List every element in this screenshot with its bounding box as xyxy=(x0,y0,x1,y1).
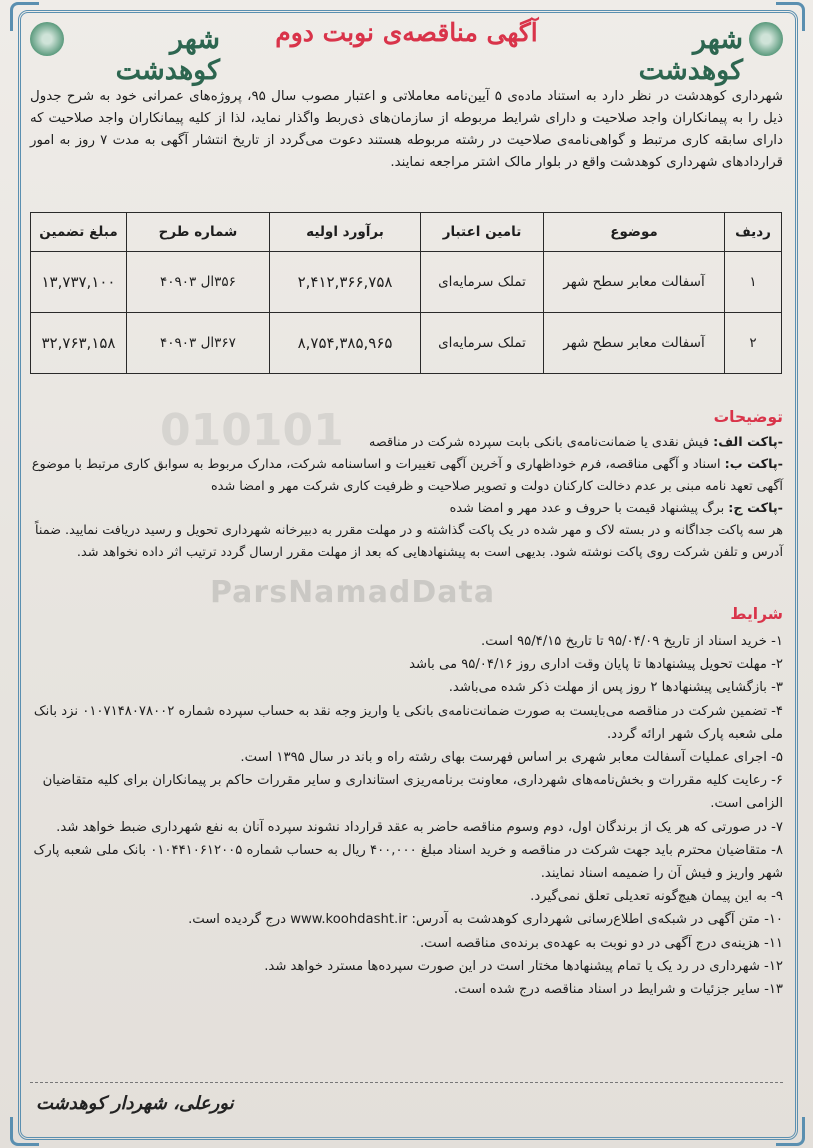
municipality-logo-secondary xyxy=(30,14,220,86)
frame-corner xyxy=(776,1117,805,1146)
condition-item: ۲- مهلت تحویل پیشنهادها تا پایان وقت اداری روز ۹۵/۰۴/۱۶ می باشد xyxy=(409,657,783,673)
table-row xyxy=(31,313,782,374)
packet-a-text: فیش نقدی یا ضمانت‌نامه‌ی بانکی بابت سپرده شرکت در مناقصه xyxy=(368,435,714,450)
cell-plan-number: ۳۵۶ال ۴۰۹۰۳ xyxy=(127,252,270,313)
cell-row-number: ۲ xyxy=(725,313,782,374)
packet-b-text: اسناد و آگهی مناقصه، فرم خوداظهاری و آخرین آگهی تغییرات و اساسنامه شرکت، مدارک مربوط به سوابق کاری مرتبط با موضوع آگهی تعهد نامه مبنی بر عدم دخالت کارکنان دولت و تصویر صلاحیت و ظرفیت کاری شرکت مهر و امضا شده xyxy=(31,457,783,494)
condition-item: ۵- اجرای عملیات آسفالت معابر شهری بر اساس فهرست بهای رشته راه و باند در سال ۱۳۹۵ است. xyxy=(240,750,783,766)
cell-subject: آسفالت معابر سطح شهر xyxy=(544,252,725,313)
cell-row-number: ۱ xyxy=(725,252,782,313)
footer-divider xyxy=(30,1082,783,1083)
notes-section xyxy=(30,432,783,564)
condition-item: ۱۱- هزینه‌ی درج آگهی در دو نوبت به عهده‌ی برنده‌ی مناقصه است. xyxy=(419,935,783,951)
condition-item: ۳- بازگشایی پیشنهادها ۲ روز پس از مهلت ذکر شده می‌باشد. xyxy=(448,680,783,696)
col-subject: موضوع xyxy=(544,213,725,252)
note-extra: هر سه پاکت جداگانه و در بسته لاک و مهر شده در یک پاکت گذاشته و در مهلت مقرر به دبیرخانه شهرداری تحویل و رسید دریافت نمایید. ضمناً آدرس و تلفن شرکت روی پاکت نوشته شود. بدیهی است به پیشنهادهایی که بعد از مهلت مقرر ارسال گردد ترتیب اثر داده نخواهد شد. xyxy=(34,523,783,560)
cell-guarantee: ۱۳,۷۳۷,۱۰۰ xyxy=(31,252,127,313)
condition-item: ۷- در صورتی که هر یک از برندگان اول، دوم وسوم مناقصه حاضر به عقد قرارداد نشوند سپرده آنان به نفع شهرداری ضبط خواهد شد. xyxy=(56,819,783,835)
condition-item: ۸- متقاضیان محترم باید جهت شرکت در مناقصه و خرید اسناد مبلغ ۴۰۰,۰۰۰ ریال به حساب شماره ۰۱۰۴۴۱۰۶۱۲۰۰۵ بانک ملی شعبه پارک شهر واریز و فیش آن را ضمیمه اسناد نمایند. xyxy=(33,842,783,882)
ad-header xyxy=(30,12,783,86)
packet-c-text: برگ پیشنهاد قیمت با حروف و عدد مهر و امضا شده xyxy=(449,501,729,516)
table-header-row xyxy=(31,213,782,252)
condition-item: ۱۳- سایر جزئیات و شرایط در اسناد مناقصه درج شده است. xyxy=(453,982,783,998)
frame-corner xyxy=(10,1117,39,1146)
packet-a-label: -پاکت الف: xyxy=(713,435,783,450)
condition-item: ۱۲- شهرداری در رد یک یا تمام پیشنهادها مختار است در این صورت سپرده‌ها مسترد خواهد شد. xyxy=(264,958,783,974)
note-packet-a xyxy=(30,432,783,454)
packet-c-label: -پاکت ج: xyxy=(728,501,783,516)
note-packet-b xyxy=(30,454,783,498)
condition-item: ۶- رعایت کلیه مقررات و بخش‌نامه‌های شهرداری، معاونت برنامه‌ریزی استانداری و سایر مقررات حاکم بر پیمانکاران برای کلیه متقاضیان الزامی است. xyxy=(42,773,783,812)
intro-paragraph: شهرداری کوهدشت در نظر دارد به استناد ماده‌ی ۵ آیین‌نامه معاملاتی و اعتبار مصوب سال ۹۵، پروژه‌های عمرانی خود به شرح جدول ذیل را به پیمانکاران واجد صلاحیت و دارای شرایط مربوطه از سازمان‌های ذی‌ربط واگذار نماید، لذا از کلیه پیمانکاران واجد صلاحیت که دارای سابقه کاری مرتبط و گواهی‌نامه‌ی صلاحیت در رشته مربوطه هستند دعوت می‌گردد از تاریخ انتشار آگهی به مدت ۷ روز به امور قراردادهای شهرداری کوهدشت واقع در بلوار مالک اشتر مراجعه نمایند. xyxy=(30,89,784,170)
conditions-list xyxy=(30,630,783,1001)
emblem-icon xyxy=(30,22,64,56)
col-estimate: برآورد اولیه xyxy=(270,213,421,252)
watermark-text: ParsNamadData xyxy=(210,575,496,610)
cell-estimate: ۲,۴۱۲,۳۶۶,۷۵۸ xyxy=(270,252,421,313)
condition-item: ۴- تضمین شرکت در مناقصه می‌بایست به صورت ضمانت‌نامه‌ی بانکی یا واریز وجه نقد به حساب سپرده شماره ۰۱۰۷۱۴۸۰۷۸۰۰۲ نزد بانک ملی شعبه پارک شهر ارائه گردد. xyxy=(33,703,783,742)
condition-item: ۱- خرید اسناد از تاریخ ۹۵/۰۴/۰۹ تا تاریخ ۹۵/۴/۱۵ است. xyxy=(481,634,783,649)
cell-subject: آسفالت معابر سطح شهر xyxy=(544,313,725,374)
watermark-code: 010101 xyxy=(160,405,344,456)
notes-title: توضیحات xyxy=(713,408,783,426)
tender-table xyxy=(30,212,782,374)
col-funding: تامین اعتبار xyxy=(421,213,544,252)
note-packet-c xyxy=(30,498,783,520)
mayor-signature: نورعلی، شهردار کوهدشت xyxy=(36,1093,234,1114)
condition-item: ۹- به این پیمان هیچ‌گونه تعدیلی تعلق نمی‌گیرد. xyxy=(530,889,783,905)
col-plan-number: شماره طرح xyxy=(127,213,270,252)
cell-funding: تملک سرمایه‌ای xyxy=(421,313,544,374)
cell-guarantee: ۳۲,۷۶۳,۱۵۸ xyxy=(31,313,127,374)
ad-title: آگهی مناقصه‌ی نوبت دوم xyxy=(275,18,538,47)
cell-estimate: ۸,۷۵۴,۳۸۵,۹۶۵ xyxy=(270,313,421,374)
cell-funding: تملک سرمایه‌ای xyxy=(421,252,544,313)
cell-plan-number: ۳۶۷ال ۴۰۹۰۳ xyxy=(127,313,270,374)
logo-text: شهر کوهدشت xyxy=(115,24,220,86)
col-guarantee: مبلغ تضمین xyxy=(31,213,127,252)
condition-item: ۱۰- متن آگهی در شبکه‌ی اطلاع‌رسانی شهرداری کوهدشت به آدرس: www.koohdasht.ir درج گردیده است. xyxy=(188,912,783,928)
col-row-number: ردیف xyxy=(725,213,782,252)
conditions-title: شرایط xyxy=(730,605,783,623)
packet-b-label: -پاکت ب: xyxy=(724,457,783,472)
table-row xyxy=(31,252,782,313)
logo-text: شهر کوهدشت xyxy=(638,24,743,86)
